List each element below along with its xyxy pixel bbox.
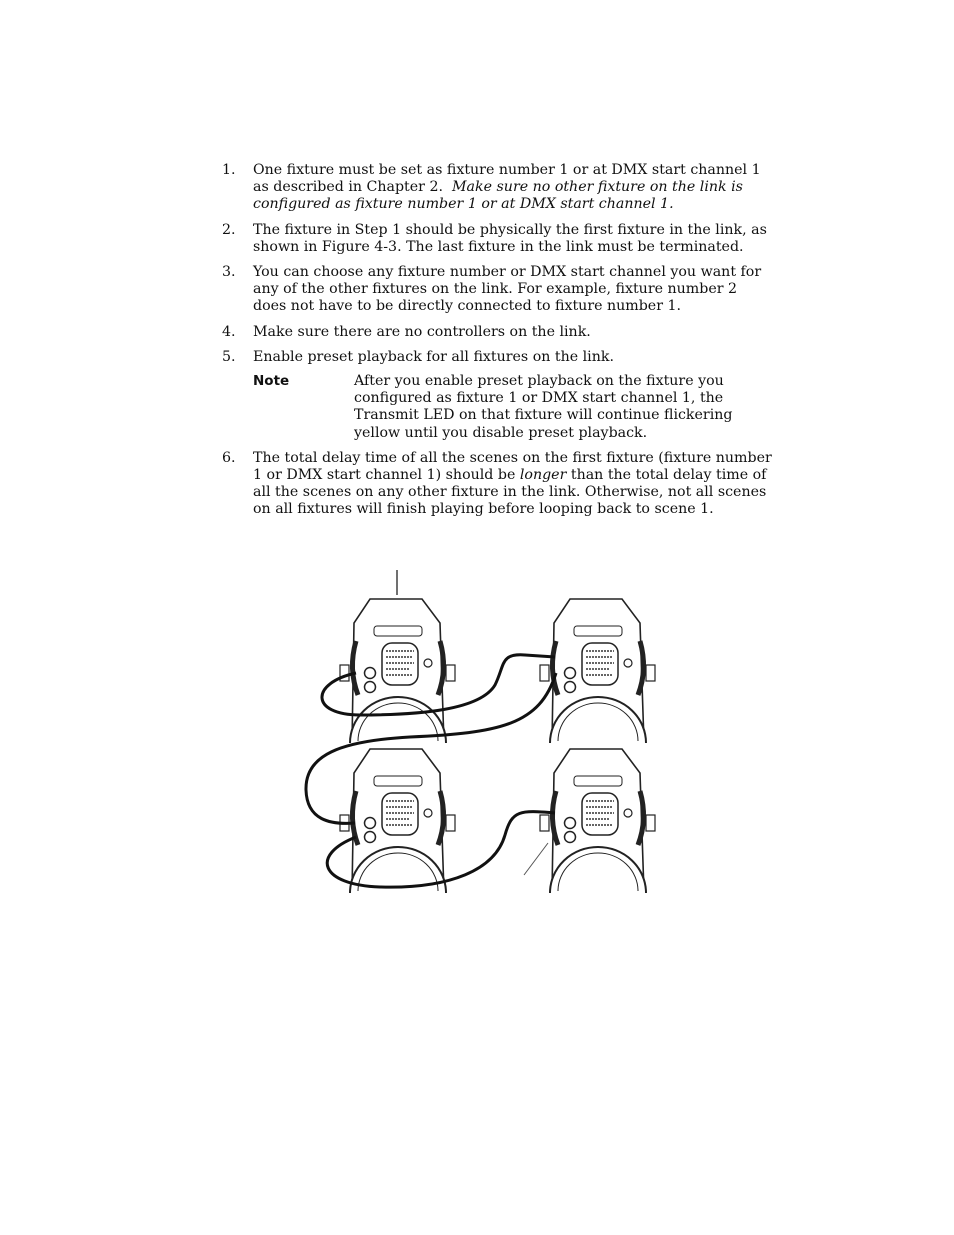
- fixture-3: [340, 749, 455, 893]
- step-number: 2.: [222, 221, 236, 238]
- step-4: [222, 324, 772, 341]
- step-text: Enable preset playback for all fixtures on the link.: [253, 348, 614, 365]
- step-6: [222, 450, 772, 519]
- step-number: 6.: [222, 449, 236, 466]
- step-emphasis: longer: [519, 467, 567, 484]
- step-text: One fixture must be set as fixture number 1 or at DMX start channel 1 as described in Chapter 2.: [253, 162, 761, 196]
- note-block: [253, 373, 772, 442]
- step-text-after: than the total delay time of all the scenes on any other fixture in the link. Otherwise, not all scenes on all fixtures will finish playing before looping back to scene 1.: [253, 467, 767, 518]
- fixture-2: [540, 599, 655, 743]
- step-text: You can choose any fixture number or DMX start channel you want for any of the other fixtures on the link. For example, fixture number 2 does not have to be directly connected to fixture number 1.: [253, 264, 762, 315]
- step-3: [222, 264, 772, 316]
- step-number: 1.: [222, 162, 236, 178]
- fixture-4: [540, 749, 655, 893]
- note-text: After you enable preset playback on the fixture you configured as fixture 1 or DMX start channel 1, the Transmit LED on that fixture will continue flickering yellow until you disable preset playback.: [354, 373, 733, 441]
- step-text: Make sure there are no controllers on the link.: [253, 323, 591, 340]
- step-1: [222, 162, 772, 214]
- fixture-1: [340, 599, 455, 743]
- cable-2-to-3: [306, 673, 556, 823]
- step-text-before: The total delay time of all the scenes on the first fixture (fixture number 1 or DMX start channel 1) should be: [253, 449, 772, 484]
- callout-line-terminator: [524, 843, 548, 875]
- note-label: Note: [253, 373, 290, 390]
- step-number: 4.: [222, 323, 236, 340]
- step-5: [222, 349, 772, 366]
- instruction-list: [222, 162, 772, 527]
- step-number: 5.: [222, 348, 236, 365]
- step-2: [222, 222, 772, 256]
- fixture-link-diagram: [300, 565, 680, 895]
- step-text: The fixture in Step 1 should be physically the first fixture in the link, as shown in Figure 4-3. The last fixture in the link must be terminated.: [253, 221, 767, 255]
- step-number: 3.: [222, 264, 236, 281]
- step-italic-text: Make sure no other fixture on the link is configured as fixture number 1 or at DMX start channel 1.: [253, 179, 743, 213]
